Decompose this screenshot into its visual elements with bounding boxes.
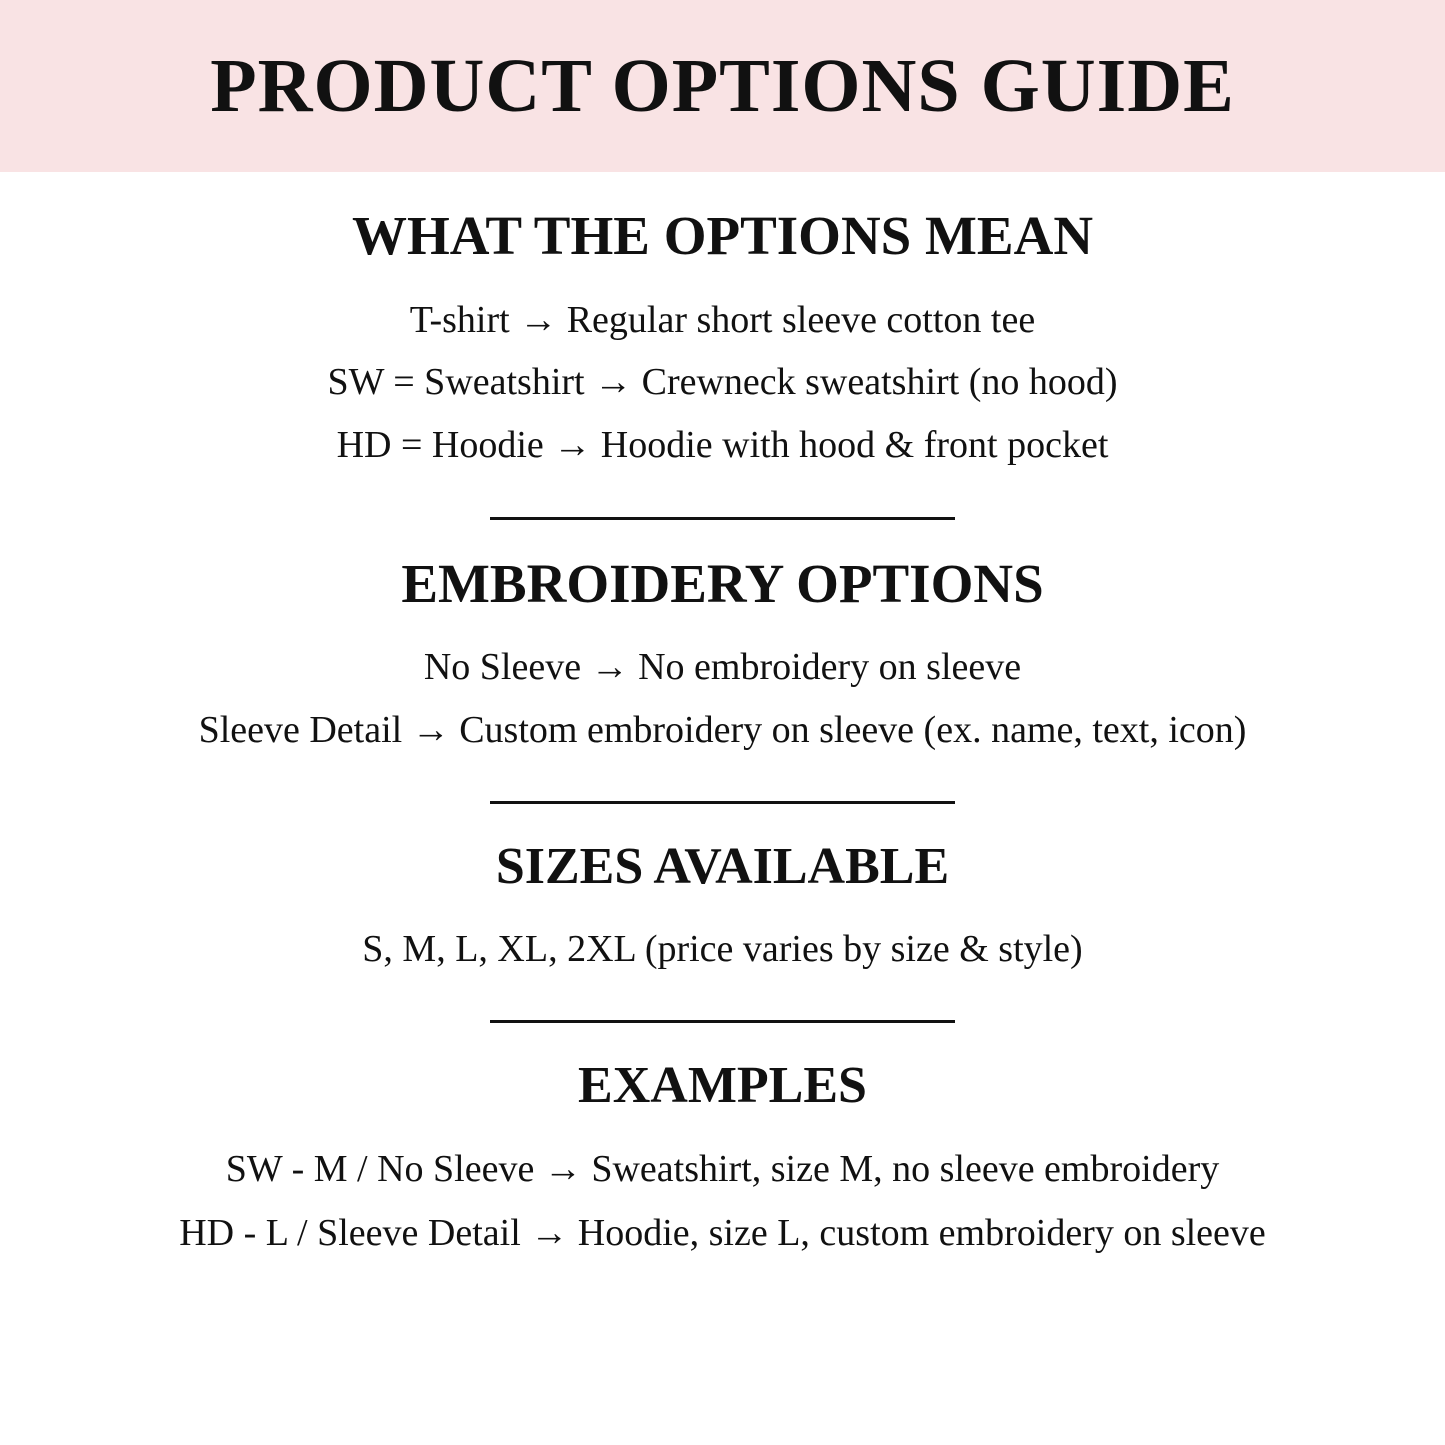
section-title-sizes-available: SIZES AVAILABLE: [495, 838, 950, 896]
guide-line: Sleeve Detail → Custom embroidery on sleeve (ex. name, text, icon): [198, 708, 1247, 751]
section-what-the-options-mean: [0, 206, 1445, 477]
guide-line: No Sleeve → No embroidery on sleeve: [423, 646, 1022, 689]
section-lines-what-the-options-mean: [327, 289, 1117, 477]
section-title-examples: EXAMPLES: [578, 1057, 867, 1115]
header-banner: [0, 0, 1445, 172]
guide-line: T-shirt → Regular short sleeve cotton tee: [409, 298, 1036, 341]
guide-content: [0, 172, 1445, 1445]
page-title: PRODUCT OPTIONS GUIDE: [210, 44, 1235, 128]
section-examples: [0, 1057, 1445, 1265]
guide-line: SW = Sweatshirt → Crewneck sweatshirt (no hood): [327, 361, 1118, 404]
guide-line: HD - L / Sleeve Detail → Hoodie, size L, custom embroidery on sleeve: [179, 1212, 1266, 1255]
guide-line: HD = Hoodie → Hoodie with hood & front pocket: [336, 423, 1109, 466]
section-title-embroidery-options: EMBROIDERY OPTIONS: [401, 552, 1044, 614]
section-lines-examples: [179, 1137, 1266, 1266]
guide-line: SW - M / No Sleeve → Sweatshirt, size M, no sleeve embroidery: [225, 1147, 1220, 1190]
section-lines-sizes-available: [362, 918, 1082, 981]
section-divider: [490, 517, 955, 520]
guide-line: S, M, L, XL, 2XL (price varies by size & style): [362, 927, 1083, 970]
section-title-what-the-options-mean: WHAT THE OPTIONS MEAN: [351, 205, 1094, 266]
section-lines-embroidery-options: [199, 636, 1247, 761]
section-sizes-available: [0, 838, 1445, 980]
section-divider: [490, 801, 955, 804]
section-divider: [490, 1020, 955, 1023]
section-embroidery-options: [0, 554, 1445, 762]
